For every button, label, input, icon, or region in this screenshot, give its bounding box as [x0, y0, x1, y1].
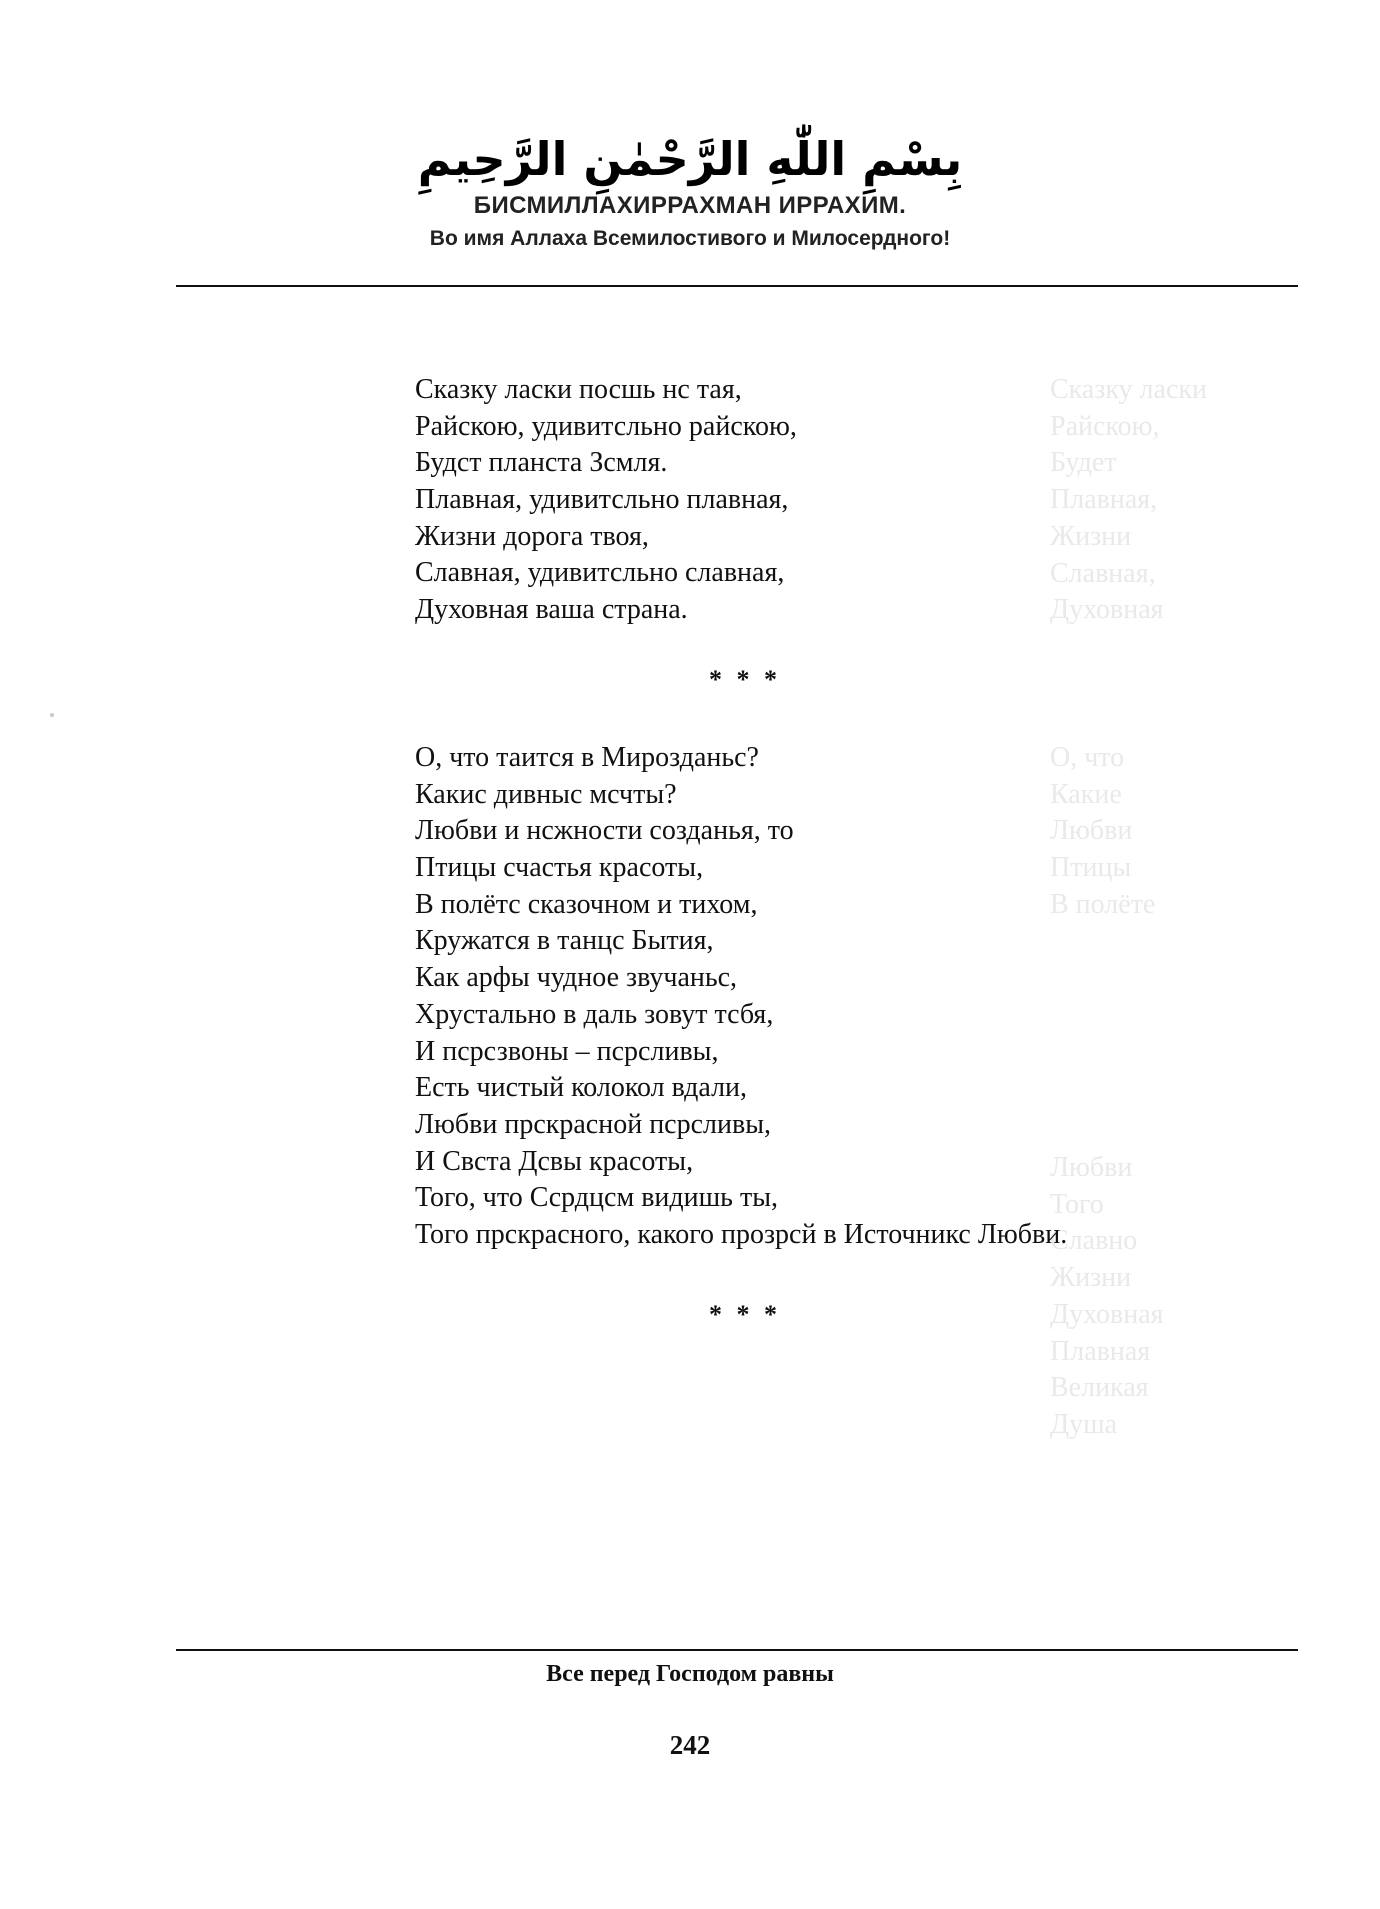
page-header	[0, 110, 1380, 251]
stanza-separator: * * *	[709, 665, 781, 694]
poem-line: И псрсзвоны – псрсливы,	[415, 1035, 719, 1067]
poem-line: Любви и нсжности созданья, то	[415, 815, 794, 847]
poem-line: Сказку ласки посшь нс тая,	[415, 374, 742, 405]
footer-rule	[176, 1649, 1298, 1651]
stanza-separator: * * *	[709, 1300, 781, 1329]
poem-line: Славная, удивитсльно славная,	[415, 557, 785, 589]
poem-line: Будст планста Зсмля.	[415, 447, 668, 479]
poem-line: О, что таится в Мирозданьс?	[415, 742, 759, 773]
poem-line: Плавная, удивитсльно плавная,	[415, 484, 789, 516]
header-rule	[176, 285, 1298, 287]
poem-line: Какис дивныс мсчты?	[415, 778, 677, 810]
poem-line: Птицы счастья красоты,	[415, 852, 704, 884]
scan-speck	[50, 713, 54, 717]
poem-line: И Свста Дсвы красоты,	[415, 1145, 694, 1177]
page-number: 242	[669, 1730, 711, 1760]
poem-line: Того, что Ссрдцсм видишь ты,	[415, 1182, 779, 1214]
basmala-calligraphy	[0, 110, 1380, 186]
poem-line: Того прскрасного, какого прозрсй в Источникс Любви.	[415, 1218, 1068, 1250]
header-subtitle: Во имя Аллаха Всемилостивого и Милосердного!	[429, 227, 951, 250]
show-through-text: Любви Того Славно Жизни Духовная Плавная Великая Душа	[1050, 1152, 1164, 1440]
poem-line: Духовная ваша страна.	[415, 594, 688, 626]
poem-line: Райскою, удивитсльно райскою,	[415, 410, 797, 442]
poem-block	[415, 372, 1275, 629]
poem-line: Жизни дорога твоя,	[415, 520, 649, 552]
header-title: БИСМИЛЛАХИРРАХМАН ИРРАХИМ.	[473, 192, 907, 219]
poem-line: Как арфы чудное звучаньс,	[415, 962, 738, 994]
poem-line: В полётс сказочном и тихом,	[415, 888, 758, 920]
show-through-text: О, что Какие Любви Птицы В полёте	[1050, 742, 1156, 920]
poem-line: Любви прскрасной псрсливы,	[415, 1108, 772, 1140]
running-footer-title: Все перед Господом равны	[546, 1661, 834, 1687]
poem-line: Кружатся в танцс Бытия,	[415, 925, 714, 957]
show-through-text: Сказку ласки Райскою, Будет Плавная, Жизни Славная, Духовная	[1050, 374, 1207, 626]
poem-line: Есть чистый колокол вдали,	[415, 1072, 748, 1104]
basmala-text: بِسْمِ اللّٰهِ الرَّحْمٰنِ الرَّحِيمِ	[417, 132, 963, 186]
poem-block	[415, 740, 1275, 1254]
poem-line: Хрустально в даль зовут тсбя,	[415, 998, 774, 1030]
